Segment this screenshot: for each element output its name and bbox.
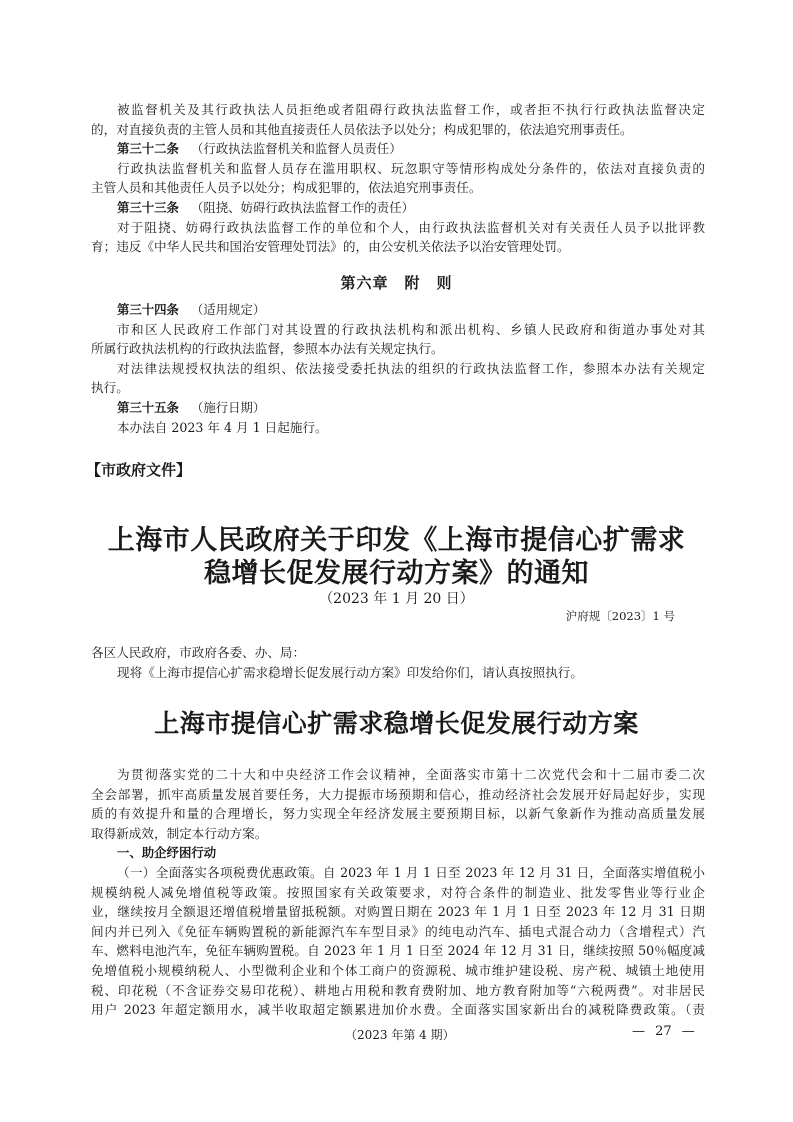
- text-line: 取得新成效，制定本行动方案。: [91, 825, 268, 841]
- text-line: 为贯彻落实党的二十大和中央经济工作会议精神，全面落实市第十二次党代会和十二届市委二次: [117, 767, 705, 782]
- article-subtitle: （适用规定）: [190, 302, 266, 317]
- notice-body: [91, 643, 705, 682]
- prev-doc-part2: [91, 300, 705, 437]
- article-number: 第三十五条: [117, 399, 179, 415]
- text-line: 市和区人民政府工作部门对其设置的行政执法机构和派出机构、乡镇人民政府和街道办事处对其: [117, 321, 705, 337]
- article-number: 第三十四条: [117, 302, 179, 317]
- text-line: 用户 2023 年超定额用水，减半收取超定额累进加价水费。全面落实国家新出台的减税降费政策。（责: [91, 1002, 705, 1018]
- text-line: （一）全面落实各项税费优惠政策。自 2023 年 1 月 1 日至 2023 年 12 月 31 日，全面落实增值税小: [117, 864, 705, 880]
- text-line: 税、印花税（不含证券交易印花税）、耕地占用税和教育费附加、地方教育附加等“六税两费”。对非居民: [91, 982, 705, 998]
- article-heading: [91, 398, 705, 418]
- article-subtitle: （行政执法监督机关和监督人员责任）: [190, 141, 402, 157]
- notice-date: （2023 年 1 月 20 日）: [319, 591, 474, 607]
- paragraph: [91, 218, 705, 257]
- doc-number: 沪府规〔2023〕1 号: [565, 609, 675, 623]
- notice-text: 现将《上海市提信心扩需求稳增长促发展行动方案》印发给你们，请认真按照执行。: [117, 664, 583, 680]
- article-subtitle: （阻挠、妨碍行政执法监督工作的责任）: [190, 199, 414, 215]
- notice-title-line2: 稳增长促发展行动方案》的通知: [204, 558, 589, 589]
- text-line: 本办法自 2023 年 4 月 1 日起施行。: [117, 419, 328, 435]
- plan-title: 上海市提信心扩需求稳增长促发展行动方案: [154, 709, 639, 738]
- page-number: — 27 —: [632, 1024, 695, 1039]
- article-heading: [91, 300, 705, 320]
- paragraph: [91, 418, 705, 438]
- text-line: 主管人员和其他责任人员予以处分；构成犯罪的，依法追究刑事责任。: [91, 180, 482, 196]
- text-line: 对法律法规授权执法的组织、依法接受委托执法的组织的行政执法监督工作，参照本办法有关规定: [117, 360, 705, 376]
- text-line: 被监督机关及其行政执法人员拒绝或者阻碍行政执法监督工作，或者拒不执行行政执法监督决定: [117, 102, 705, 117]
- plan-body: [91, 765, 705, 1020]
- paragraph: [91, 100, 705, 139]
- article-number: 第三十三条: [117, 199, 179, 215]
- text-line: 的，对直接负责的主管人员和其他直接责任人员依法予以处分；构成犯罪的，依法追究刑事责任。: [91, 121, 633, 137]
- prev-doc-part1: [91, 100, 705, 257]
- text-line: 车、燃料电池汽车，免征车辆购置税。自 2023 年 1 月 1 日至 2024 年 12 月 31 日，继续按照 50％幅度减: [91, 943, 705, 959]
- intro-paragraph: [91, 765, 705, 843]
- section-heading: 一、助企纾困行动: [117, 845, 217, 861]
- text-line: 行政执法监督机关和监督人员存在滥用职权、玩忽职守等情形构成处分条件的，依法对直接负责的: [117, 160, 705, 176]
- text-line: 全会部署，抓牢高质量发展首要任务，大力提振市场预期和信心，推动经济社会发展开好局起好步，实现: [91, 786, 705, 802]
- text-line: 所属行政执法机构的行政执法监督，参照本办法有关规定执行。: [91, 341, 444, 357]
- notice-title-line1: 上海市人民政府关于印发《上海市提信心扩需求: [107, 525, 686, 556]
- paragraph: [91, 159, 705, 198]
- text-line: 育；违反《中华人民共和国治安管理处罚法》的，由公安机关依法予以治安管理处罚。: [91, 239, 570, 255]
- section-label: 【市政府文件】: [86, 461, 192, 479]
- article-subtitle: （施行日期）: [190, 399, 266, 415]
- text-line: 执行。: [91, 380, 129, 396]
- text-line: 规模纳税人减免增值税等政策。按照国家有关政策要求，对符合条件的制造业、批发零售业等行业企: [91, 884, 705, 900]
- text-line: 质的有效提升和量的合理增长，努力实现全年经济发展主要预期目标，以新气象新作为推动高质量发展: [91, 806, 705, 822]
- text-line: 业，继续按月全额退还增值税增量留抵税额。对购置日期在 2023 年 1 月 1 日至 2023 年 12 月 31 日期: [91, 904, 705, 920]
- text-line: 免增值税小规模纳税人、小型微利企业和个体工商户的资源税、城市维护建设税、房产税、城镇土地使用: [91, 962, 705, 978]
- article-number: 第三十二条: [117, 141, 179, 157]
- item-paragraph: [91, 863, 705, 1020]
- paragraph: [91, 320, 705, 359]
- text-line: 间内并已列入《免征车辆购置税的新能源汽车车型目录》的纯电动汽车、插电式混合动力（含增程式）汽: [91, 923, 705, 939]
- chapter-heading: 第六章 附 则: [340, 274, 453, 292]
- article-heading: [91, 198, 705, 218]
- text-line: 对于阻挠、妨碍行政执法监督工作的单位和个人，由行政执法监督机关对有关责任人员予以批评教: [117, 219, 705, 235]
- paragraph: [91, 359, 705, 398]
- article-heading: [91, 139, 705, 159]
- addressee: 各区人民政府，市政府各委、办、局：: [91, 645, 306, 660]
- issue-number: （2023 年第 4 期）: [345, 1028, 455, 1042]
